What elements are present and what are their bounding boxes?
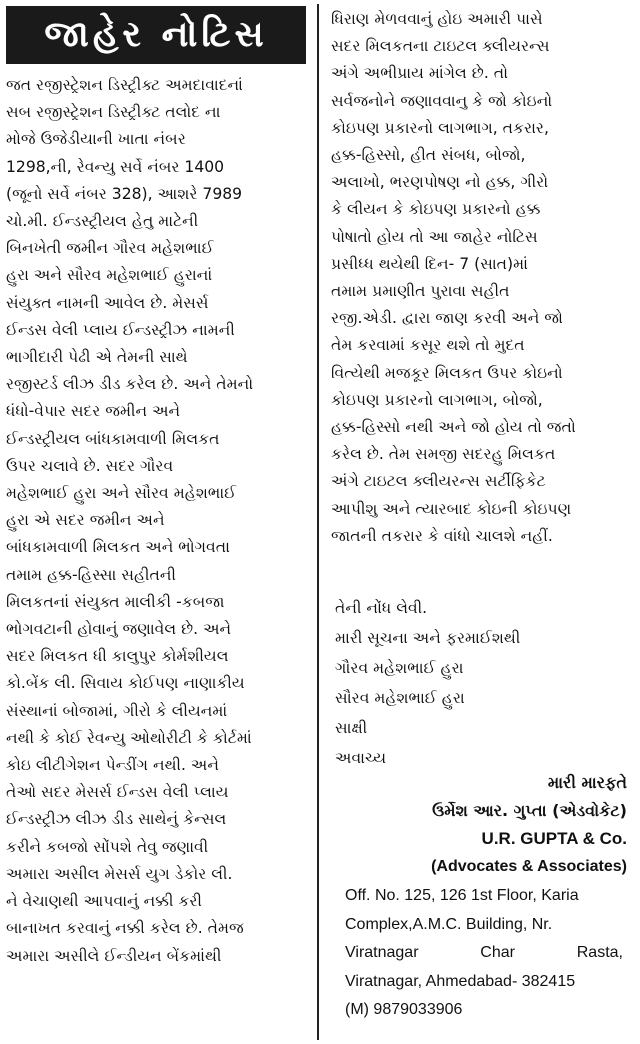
notice-text-line: મહેશભાઈ હુરા અને સૌરવ મહેશભાઈ: [6, 484, 237, 503]
notice-text-line: સંયુક્ત નામની આવેલ છે. મેસર્સ: [6, 293, 209, 312]
notice-text-line: તેમ કરવામાં કસૂર થશે તો મુદત: [331, 336, 525, 355]
notice-text-line: તમામ પ્રમાણીત પુરાવા સહીત: [331, 282, 510, 301]
address-line-3-part-2: Char: [480, 944, 515, 961]
notice-text-line: અંગે ટાઇટલ ક્લીયરન્સ સર્ટીફિકેટ: [331, 472, 546, 491]
notice-text-line: જત રજીસ્ટ્રેશન ડિસ્ટ્રીક્ટ અમદાવાદનાં: [6, 76, 243, 94]
address-line-2: Complex,A.M.C. Building, Nr.: [345, 915, 553, 933]
right-column: [331, 6, 633, 1040]
notice-text-line: ધિરાણ મેળવવાનું હોઇ અમારી પાસે: [331, 10, 543, 28]
notice-text-line: જાતની તકરાર કે વાંધો ચાલશે નહીં.: [331, 526, 553, 545]
closing-instruction: મારી સૂચના અને ફરમાઈશથી: [335, 629, 521, 647]
advocate-name: ઉર્મેશ આર. ગુપ્તા (એડવોકેટ): [432, 801, 627, 820]
notice-text-line: સબ રજીસ્ટ્રેશન ડિસ્ટ્રીક્ટ તલોદ ના: [6, 103, 221, 122]
firm-subtitle: (Advocates & Associates): [431, 858, 627, 875]
notice-text-line: પ્રસીધ્ધ થયેથી દિન- 7 (સાત)માં: [331, 254, 528, 273]
notice-text-line: બાનાખત કરવાનું નક્કી કરેલ છે. તેમજ: [6, 919, 244, 938]
notice-text-line: ઉપર ચલાવે છે. સદર ગૌરવ: [6, 456, 174, 475]
firm-name: U.R. GUPTA & Co.: [481, 829, 627, 848]
phone-number: (M) 9879033906: [345, 1001, 463, 1018]
client-name-1: ગૌરવ મહેશભાઈ હુરા: [335, 659, 464, 677]
address-line-3-part-1: Viratnagar: [345, 944, 419, 961]
notice-text-line: પોષાતો હોય તો આ જાહેર નોટિસ: [331, 227, 538, 246]
signature-block: [331, 769, 627, 881]
address-line-3: [331, 939, 623, 968]
notice-text-line: ધંધો-વેપાર સદર જમીન અને: [6, 402, 181, 421]
illegible-label: અવાચ્ય: [335, 749, 387, 767]
witness-label: સાક્ષી: [335, 719, 368, 737]
notice-text-line: ને વેચાણથી આપવાનું નક્કી કરી: [6, 892, 202, 911]
address-line-3-part-3: Rasta,: [576, 944, 623, 961]
notice-text-line: બાંધકામવાળી મિલકત અને ભોગવતા: [6, 538, 230, 557]
notice-text-line: કોઇ લીટીગેશન પેન્ડીંગ નથી. અને: [6, 756, 219, 775]
notice-text-line: ભાગીદારી પેઢી એ તેમની સાથે: [6, 348, 188, 367]
notice-text-line: અમારા અસીલ મેસર્સ યુગ ડેકોર લી.: [6, 864, 233, 883]
notice-text-line: (જૂનો સર્વે નંબર 328), આશરે 7989: [6, 184, 243, 203]
closing-block: [331, 593, 633, 773]
notice-text-line: કોઇપણ પ્રકારનો લાગભાગ, બોજો,: [331, 390, 543, 409]
notice-text-line: કે લીયન કે કોઇપણ પ્રકારનો હક્ક: [331, 200, 541, 219]
notice-text-line: કો.બેંક લી. સિવાય કોઈપણ નાણાકીય: [6, 674, 245, 693]
closing-note: તેની નોંધ લેવી.: [335, 599, 428, 617]
notice-text-line: અલાખો, ભરણપોષણ નો હક્ક, ગીરો: [331, 173, 549, 192]
notice-text-line: વિત્યેથી મજકૂર મિલકત ઉપર કોઇનો: [331, 363, 563, 382]
address-line-1: Off. No. 125, 126 1st Floor, Karia: [345, 887, 579, 904]
notice-body-right: [331, 6, 633, 550]
notice-text-line: કોઇપણ પ્રકારનો લાગભાગ, તકરાર,: [331, 118, 549, 137]
notice-text-line: મોજે ઉજેડીયાની ખાતા નંબર: [6, 130, 186, 149]
notice-text-line: આપીશુ અને ત્યારબાદ કોઇની કોઇપણ: [331, 499, 572, 518]
notice-title: જાહેર નોટિસ: [6, 6, 306, 64]
notice-text-line: બિનખેતી જમીન ગૌરવ મહેશભાઈ: [6, 239, 214, 258]
address-block: [331, 882, 623, 1025]
notice-text-line: રજીસ્ટર્ડ લીઝ ડીડ કરેલ છે. અને તેમનો: [6, 375, 254, 394]
notice-text-line: સંસ્થાનાં બોજામાં, ગીરો કે લીયનમાં: [6, 701, 228, 720]
notice-text-line: અંગે અભીપ્રાય માંગેલ છે. તો: [331, 64, 509, 83]
notice-text-line: ઈન્ડસ્ટ્રીઝ લીઝ ડીડ સાથેનું કેન્સલ: [6, 810, 227, 829]
client-name-2: સૌરવ મહેશભાઈ હુરા: [335, 689, 465, 707]
notice-text-line: અમારા અસીલે ઈન્ડીયન બેંકમાંથી: [6, 946, 222, 965]
notice-text-line: નથી કે કોઈ રેવન્યુ ઓથોરીટી કે કોર્ટમાં: [6, 728, 252, 747]
column-divider: [317, 4, 319, 1040]
notice-text-line: કરીને કબજો સોંપશે તેવુ જણાવી: [6, 837, 209, 856]
notice-text-line: તેઓ સદર મેસર્સ ઈન્ડસ વેલી પ્લાય: [6, 783, 229, 802]
notice-body-left: [6, 72, 306, 970]
notice-text-line: હુરા અને સૌરવ મહેશભાઈ હુરાનાં: [6, 266, 213, 285]
notice-text-line: 1298,ની, રેવન્યુ સર્વે નંબર 1400: [6, 157, 225, 176]
notice-text-line: રજી.એડી. દ્વારા જાણ કરવી અને જો: [331, 309, 563, 328]
notice-text-line: હુરા એ સદર જમીન અને: [6, 511, 165, 530]
notice-text-line: હક્ક-હિસ્સો નથી અને જો હોય તો જતો: [331, 418, 576, 437]
notice-text-line: સદર મિલકતના ટાઇટલ ક્લીયરન્સ: [331, 37, 550, 56]
notice-text-line: ઈન્ડસ વેલી પ્લાય ઈન્ડસ્ટ્રીઝ નામની: [6, 320, 235, 339]
notice-text-line: તમામ હક્ક-હિસ્સા સહીતની: [6, 565, 176, 584]
notice-text-line: સર્વજનોને જણાવવાનુ કે જો કોઇનો: [331, 91, 553, 110]
notice-text-line: કરેલ છે. તેમ સમજી સદરહુ મિલકત: [331, 445, 556, 464]
notice-text-line: સદર મિલકત ધી કાલુપુર કોર્મશીયલ: [6, 647, 229, 666]
notice-text-line: ઈન્ડસ્ટ્રીયલ બાંધકામવાળી મિલકત: [6, 429, 220, 448]
notice-text-line: મિલકતનાં સંયુક્ત માલીકી -કબજા: [6, 592, 225, 611]
address-line-4: Viratnagar, Ahmedabad- 382415: [345, 972, 576, 990]
notice-text-line: ભોગવટાની હોવાનું જણાવેલ છે. અને: [6, 620, 232, 639]
through-label: મારી મારફતે: [547, 773, 627, 792]
left-column: [6, 6, 306, 1040]
notice-text-line: હક્ક-હિસ્સો, હીત સંબધ, બોજો,: [331, 146, 526, 165]
notice-text-line: ચો.મી. ઈન્ડસ્ટ્રીયલ હેતુ માટેની: [6, 212, 199, 231]
